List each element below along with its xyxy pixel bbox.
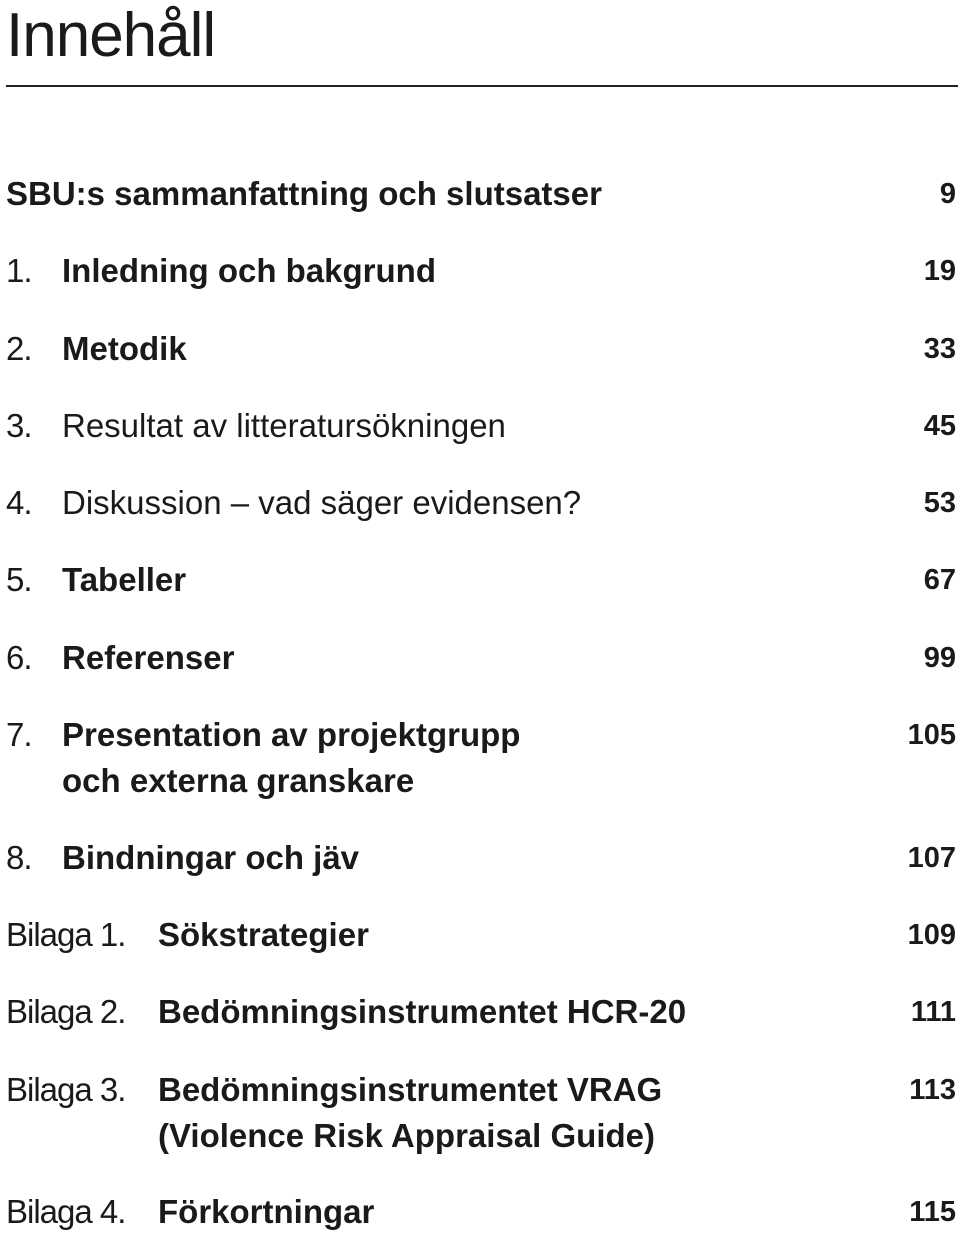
toc-entry-chapter-7[interactable] [6, 712, 956, 804]
toc-entry-page: 113 [909, 1074, 956, 1106]
toc-entry-page: 109 [907, 919, 956, 951]
toc-entry-label [62, 712, 520, 804]
toc-entry-label: Referenser [62, 639, 235, 676]
toc-entry-number: 5. [6, 561, 32, 598]
toc-entry-label-line-1: Bedömningsinstrumentet VRAG [158, 1071, 663, 1108]
toc-entry-page: 53 [923, 487, 956, 519]
toc-entry-number: Bilaga 1. [6, 916, 126, 953]
toc-entry-label: SBU:s sammanfattning och slutsatser [6, 175, 602, 212]
toc-entry-number: 2. [6, 330, 32, 367]
toc-entry-number: Bilaga 3. [6, 1071, 126, 1108]
toc-entry-label [158, 1067, 662, 1159]
toc-entry-page: 33 [923, 333, 956, 365]
toc-entry-label-line-1: Presentation av projektgrupp [62, 716, 521, 753]
toc-entry-number: Bilaga 4. [6, 1193, 126, 1230]
toc-entry-label: Tabeller [62, 561, 187, 598]
toc-entry-number: 1. [6, 252, 32, 289]
toc-entry-page: 45 [923, 410, 956, 442]
toc-entry-page: 67 [923, 564, 956, 596]
toc-entry-page: 115 [909, 1196, 956, 1228]
toc-entry-page: 111 [910, 996, 956, 1028]
toc-entry-page: 107 [907, 842, 956, 874]
toc-entry-number: 6. [6, 639, 32, 676]
page-title: Innehåll [6, 1, 216, 70]
toc-entry-page: 9 [939, 178, 956, 210]
toc-entry-appendix-3[interactable] [6, 1067, 956, 1159]
toc-entry-label: Diskussion – vad säger evidensen? [62, 484, 582, 521]
toc-entry-number: 4. [6, 484, 32, 521]
toc-entry-number: Bilaga 2. [6, 993, 126, 1030]
toc-entry-label: Bedömningsinstrumentet HCR-20 [158, 993, 687, 1030]
toc-entry-page: 99 [923, 642, 956, 674]
toc-entry-label-line-2: och externa granskare [62, 762, 415, 799]
toc-entry-label: Metodik [62, 330, 187, 367]
toc-entry-page: 19 [923, 255, 956, 287]
toc-entry-label: Inledning och bakgrund [62, 252, 436, 289]
toc-entry-number: 7. [6, 716, 32, 753]
toc-entry-label: Förkortningar [158, 1193, 375, 1230]
toc-entry-number: 8. [6, 839, 32, 876]
toc-entry-label-line-2: (Violence Risk Appraisal Guide) [158, 1117, 655, 1154]
title-divider [6, 85, 958, 87]
toc-entry-page: 105 [907, 719, 956, 751]
toc-entry-number: 3. [6, 407, 32, 444]
toc-entry-label: Bindningar och jäv [62, 839, 360, 876]
toc-entry-label: Sökstrategier [158, 916, 369, 953]
toc-entry-label: Resultat av litteratursökningen [62, 407, 506, 444]
